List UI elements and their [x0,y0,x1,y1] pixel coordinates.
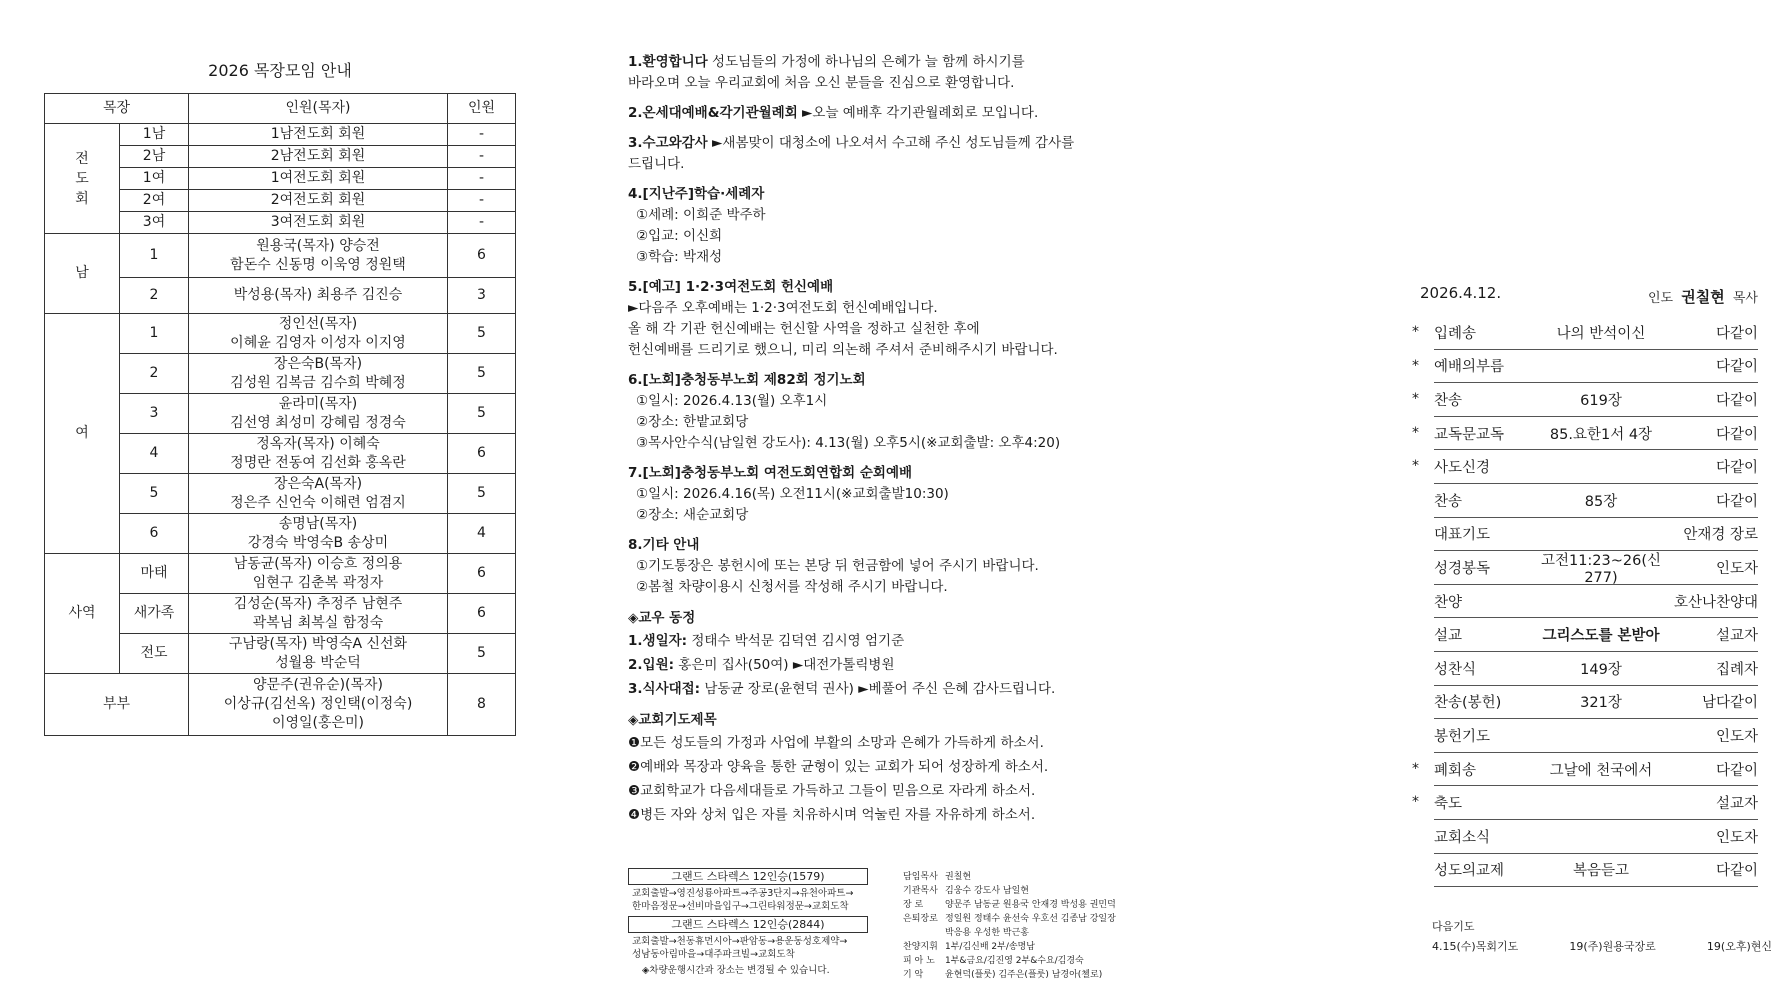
staff-names: 1부/김신배 2부/송명남 [945,942,1035,952]
announcement-heading [628,370,1128,391]
order-item: 폐회송 [1434,762,1477,779]
order-row [1412,820,1758,854]
member-line: 2여전도회 회원 [270,192,366,208]
staff-names: 1부&금요/김진영 2부&수요/김경숙 [945,956,1084,966]
group-members [189,168,448,190]
order-content: 고전11:23~26(신277) [1540,552,1662,586]
table-row [45,554,516,594]
news-text: 홍은미 집사(50여) ►대전가톨릭병원 [674,657,895,673]
member-line: 남동균(목자) 이승흐 정의용 [233,555,403,572]
announcement-line: ②입교: 이신희 [636,228,723,244]
member-line: 성월용 박순덕 [275,654,361,671]
news-text: 정태수 박석문 김덕연 김시영 엄기준 [687,633,905,649]
order-item: 예배의부름 [1434,359,1505,376]
order-item: 축도 [1434,796,1463,813]
subgroup-name: 3 [120,394,189,434]
member-count: 5 [448,634,516,674]
member-count: 8 [448,674,516,736]
leader-title: 목사 [1732,291,1758,306]
order-content: 85장 [1584,493,1618,510]
staff-row [903,898,1153,912]
order-row [1412,854,1758,888]
subgroup-name: 1 [120,314,189,354]
order-by: 다같이 [1715,392,1758,409]
standing-marker: * [1412,357,1419,374]
member-count: 6 [448,554,516,594]
order-row-content [1434,518,1758,552]
announcement-line: ►다음주 오후예배는 1·2·3여전도회 헌신예배입니다. [628,300,938,316]
announcement-item [628,184,1128,268]
order-by: 다같이 [1715,426,1758,443]
member-line: 김선영 최성미 강혜림 정경숙 [230,414,406,431]
table-row [45,674,516,736]
subgroup-name: 2 [120,354,189,394]
announcement-line: 헌신예배를 드리기로 했으니, 미리 의논해 주셔서 준비해주시기 바랍니다. [628,342,1058,358]
staff-row [903,968,1153,982]
order-row-content [1434,450,1758,484]
order-item: 사도신경 [1434,460,1491,477]
group-members [189,234,448,278]
order-content: 85.요한1서 4장 [1549,426,1653,443]
member-line: 정인선(목자) [278,315,358,332]
group-name [45,234,120,314]
standing-marker: * [1412,760,1419,777]
announcement-text: ►오늘 예배후 각기관월례회로 모입니다. [797,105,1039,121]
header-count: 인원 [448,94,516,124]
announcement-line: ①기도통장은 봉헌시에 또는 본당 뒤 헌금함에 넣어 주시기 바랍니다. [636,558,1039,574]
order-row [1412,316,1758,350]
staff-row [903,926,1153,940]
order-row [1412,585,1758,619]
news-label: 3.식사대접: [628,681,701,697]
group-name [45,124,120,234]
order-row [1412,618,1758,652]
subgroup-name: 5 [120,474,189,514]
group-name-label: 남 [75,265,89,281]
prayer-item: ❹병든 자와 상처 입은 자를 치유하시며 억눌린 자를 자유하게 하소서. [628,807,1036,823]
header-group: 목장 [45,94,189,124]
subgroup-name: 2여 [120,190,189,212]
announcement-line: ①일시: 2026.4.13(월) 오후1시 [636,393,828,409]
order-row-content [1434,585,1758,619]
news-label: 2.입원: [628,657,675,673]
group-members [189,554,448,594]
announcement-heading [628,463,1128,484]
standing-marker: * [1412,458,1419,475]
member-count: - [448,212,516,234]
order-by: 다같이 [1715,863,1758,880]
order-item: 성경봉독 [1434,560,1491,577]
order-row-content [1434,618,1758,652]
news-label: 1.생일자: [628,633,688,649]
group-members [189,212,448,234]
order-by: 안재경 장로 [1683,527,1758,544]
announcement-heading [628,184,1128,205]
group-members [189,314,448,354]
order-content: 그리스도를 본받아 [1542,628,1660,645]
member-line: 양문주(권유순)(목자) [252,677,384,693]
group-members [189,514,448,554]
bus-route-line: 한마음정문→선비마을입구→그린타워정문→교회도착 [632,901,849,912]
member-line: 강경숙 박영숙B 송상미 [247,534,389,551]
staff-row [903,940,1153,954]
member-count: - [448,190,516,212]
member-count: 6 [448,594,516,634]
announcement-line: ②장소: 한밭교회당 [636,414,749,430]
announcement-heading [628,103,1128,124]
announcement-title: 3.수고와감사 [628,135,708,151]
member-line: 함돈수 신동명 이욱영 정원택 [230,256,406,273]
service-date: 2026.4.12. [1420,284,1502,302]
member-line: 구남랑(목자) 박영숙A 신선화 [228,635,408,652]
bus-title: 그랜드 스타렉스 12인승(2844) [628,916,868,933]
bus-schedule [628,868,868,978]
group-members [189,394,448,434]
worship-order [1412,280,1758,887]
announcement-text: 성도님들의 가정에 하나님의 은혜가 늘 함께 하시기를 [707,54,1025,70]
order-by: 설교자 [1715,628,1758,645]
announcement-title: 8.기타 안내 [628,537,700,553]
group-name-label: 사역 [68,605,96,621]
order-content: 619장 [1580,392,1622,409]
table-row [45,234,516,278]
order-row-content [1434,316,1758,350]
order-list [1412,316,1758,887]
bus-list [628,868,868,961]
member-count: 5 [448,394,516,434]
order-row [1412,686,1758,720]
member-line: 1남전도회 회원 [270,126,366,142]
prayer-item: ❶모든 성도들의 가정과 사업에 부활의 소망과 은혜가 가득하게 하소서. [628,735,1044,751]
member-line: 김성순(목자) 추정주 남현주 [233,595,403,612]
order-row [1412,518,1758,552]
next-prayer [1432,918,1772,954]
order-row-content [1434,383,1758,417]
group-name [45,314,120,554]
order-item: 성도의교제 [1434,863,1505,880]
group-members [189,124,448,146]
subgroup-name: 새가족 [120,594,189,634]
announcement-line: 올 해 각 기관 헌신예배는 헌신할 사역을 정하고 실천한 후에 [628,321,980,337]
announcement-line: ③학습: 박재성 [636,249,723,265]
group-members [189,594,448,634]
bus-title: 그랜드 스타렉스 12인승(1579) [628,868,868,885]
order-row-content [1434,350,1758,384]
group-name-label: 전도회 [75,150,89,207]
member-line: 장은숙B(목자) [273,355,363,372]
order-content: 복음듣고 [1572,863,1630,880]
order-row-content [1434,854,1758,888]
group-section [44,58,516,736]
order-item: 찬송 [1434,493,1463,510]
staff-names: 정일원 정태수 윤선숙 우호선 김종남 강일장 [945,914,1116,924]
prayer-block [628,709,1128,827]
member-line: 박성용(목자) 최용주 김진승 [233,287,403,303]
announcement-title: 7.[노회]충청동부노회 여전도회연합회 순회예배 [628,465,913,481]
announcement-item [628,463,1128,526]
staff-list [903,870,1153,982]
group-members [189,474,448,514]
announcement-line: ③목사안수식(남일현 강도사): 4.13(월) 오후5시(※교회출발: 오후4:20) [636,435,1061,451]
announcement-item [628,52,1128,94]
prayer-item: ❷예배와 목장과 양육을 통한 균형이 있는 교회가 되어 성장하게 하소서. [628,759,1049,775]
member-line: 1여전도회 회원 [270,170,366,186]
order-row-content [1434,719,1758,753]
subgroup-name: 6 [120,514,189,554]
order-row [1412,719,1758,753]
order-content: 그날에 천국에서 [1549,762,1653,779]
standing-marker: * [1412,794,1419,811]
staff-names: 양문주 남동균 원용국 안재경 박성용 권민덕 [945,900,1116,910]
staff-role: 찬양지휘 [903,942,938,952]
news-title: ◈교우 동정 [628,610,696,626]
order-item: 찬송 [1434,392,1463,409]
group-members [189,674,448,736]
subgroup-name: 2 [120,278,189,314]
announcement-line: ①세례: 이희준 박주하 [636,207,766,223]
order-row [1412,450,1758,484]
next-prayer-label: 다음기도 [1432,920,1475,933]
member-count: 3 [448,278,516,314]
announcement-heading [628,535,1128,556]
group-table [44,93,516,736]
announcement-title: 5.[예고] 1·2·3여전도회 헌신예배 [628,279,834,295]
prayer-list [628,731,1128,827]
member-count: - [448,168,516,190]
group-members [189,190,448,212]
order-by: 설교자 [1715,796,1758,813]
bus-note: ◈차량운행시간과 장소는 변경될 수 있습니다. [642,965,830,976]
order-row [1412,484,1758,518]
group-name [45,554,120,674]
announcement-heading [628,133,1128,154]
order-row [1412,786,1758,820]
staff-row [903,912,1153,926]
member-count: 5 [448,314,516,354]
member-count: 6 [448,234,516,278]
staff-names: 김웅수 강도사 남일현 [945,886,1029,896]
leader-name: 권칠현 [1681,288,1725,306]
member-count: - [448,124,516,146]
member-line: 정옥자(목자) 이혜숙 [256,435,380,452]
staff-role: 은퇴장로 [903,914,938,924]
news-text: 남동균 장로(윤현덕 권사) ►베풀어 주신 은혜 감사드립니다. [700,681,1056,697]
member-count: - [448,146,516,168]
bus-route-line: 교회출발→천동휴먼시아→판암동→용운동성호제약→ [632,936,848,947]
next-prayer-item: 4.15(수)목회기도 [1432,940,1519,953]
announcement-line: 바라오며 오늘 우리교회에 처음 오신 분들을 진심으로 환영합니다. [628,75,1015,91]
staff-names: 권칠현 [945,872,972,882]
bus-route [628,887,868,913]
bus-route-line: 성남동아림마을→대주파크빌→교회도착 [632,949,795,960]
announcement-heading [628,52,1128,73]
member-line: 2남전도회 회원 [270,148,366,164]
couple-group-name: 부부 [45,674,189,736]
announcement-item [628,103,1128,124]
member-line: 원용국(목자) 양승전 [256,237,380,254]
member-line: 정명란 전동여 김선화 홍옥란 [230,454,406,471]
order-content: 나의 반석이신 [1556,325,1646,342]
member-line: 윤라미(목자) [278,395,358,412]
order-row-content [1434,417,1758,451]
order-item: 찬양 [1434,594,1463,611]
order-item: 대표기도 [1434,527,1491,544]
prayer-title: ◈교회기도제목 [628,712,717,728]
member-count: 5 [448,354,516,394]
announcement-line: ①일시: 2026.4.16(목) 오전11시(※교회출발10:30) [636,486,949,502]
subgroup-name: 1남 [120,124,189,146]
order-item: 성찬식 [1434,661,1477,678]
member-count: 6 [448,434,516,474]
member-line: 3여전도회 회원 [270,214,366,230]
prayer-item: ❸교회학교가 다음세대들로 가득하고 그들이 믿음으로 자라게 하소서. [628,783,1036,799]
subgroup-name: 2남 [120,146,189,168]
staff-names: 윤현덕(플룻) 김주은(플룻) 남경아(첼로) [945,970,1103,980]
announcement-line: 드립니다. [628,156,685,172]
order-row [1412,753,1758,787]
order-item: 교회소식 [1434,829,1491,846]
announcement-item [628,535,1128,598]
order-row [1412,551,1758,585]
order-by: 다같이 [1715,493,1758,510]
bus-route [628,935,868,961]
staff-role: 장 로 [903,900,924,910]
subgroup-name: 1 [120,234,189,278]
announcement-title: 6.[노회]충청동부노회 제82회 정기노회 [628,372,866,388]
next-prayer-items [1432,938,1772,954]
order-row-content [1434,652,1758,686]
table-row [45,314,516,354]
group-members [189,146,448,168]
announcement-heading [628,277,1128,298]
next-prayer-item: 19(오후)현신 [1706,940,1772,953]
order-row [1412,383,1758,417]
news-item [628,629,1128,653]
standing-marker: * [1412,391,1419,408]
staff-row [903,884,1153,898]
order-by: 집례자 [1715,661,1758,678]
member-count: 5 [448,474,516,514]
member-line: 곽복님 최복실 함정숙 [252,614,384,631]
order-item: 찬송(봉헌) [1434,695,1502,712]
member-line: 이영일(홍은미) [271,715,365,731]
bus-route-line: 교회출발→영진성룡아파트→주공3단지→유천아파트→ [632,888,854,899]
subgroup-name: 마태 [120,554,189,594]
order-row-content [1434,753,1758,787]
announcement-text: ►새봄맞이 대청소에 나오셔서 수고해 주신 성도님들께 감사를 [707,135,1075,151]
staff-row [903,954,1153,968]
announcement-item [628,370,1128,454]
staff-names: 박응용 우성한 박근홍 [945,928,1029,938]
order-by: 인도자 [1715,829,1758,846]
group-table-body [45,124,516,736]
news-item [628,653,1128,677]
standing-marker: * [1412,424,1419,441]
next-prayer-item: 19(주)원용국장로 [1569,940,1656,953]
announcements-section [628,52,1128,827]
staff-role [903,926,945,940]
table-row [45,124,516,146]
order-by: 인도자 [1715,560,1758,577]
staff-role: 기 악 [903,970,924,980]
leader-label: 인도 [1647,291,1674,306]
order-row-content [1434,820,1758,854]
subgroup-name: 1여 [120,168,189,190]
member-line: 이상규(김선옥) 정인택(이정숙) [223,696,413,712]
member-line: 이혜윤 김영자 이성자 이지영 [230,334,406,351]
announcement-item [628,277,1128,361]
member-line: 정은주 신언숙 이해련 엄겸지 [230,494,406,511]
worship-header [1412,280,1758,316]
order-content: 321장 [1580,695,1622,712]
order-by: 호산나찬양대 [1673,594,1758,611]
group-members [189,278,448,314]
announcement-title: 1.환영합니다 [628,54,708,70]
news-block [628,607,1128,701]
group-name-label: 여 [75,425,89,441]
announcement-line: ②장소: 새순교회당 [636,507,749,523]
service-leader [1648,286,1758,307]
order-row-content [1434,686,1758,720]
group-table-title: 2026 목장모임 안내 [208,61,352,80]
order-by: 남다같이 [1701,695,1758,712]
order-row-content [1434,551,1758,585]
header-members: 인원(목자) [189,94,448,124]
order-row [1412,417,1758,451]
order-by: 인도자 [1715,728,1758,745]
announcement-item [628,133,1128,175]
news-list [628,629,1128,701]
order-row-content [1434,484,1758,518]
staff-role: 담임목사 [903,872,938,882]
group-members [189,354,448,394]
order-item: 봉헌기도 [1434,728,1491,745]
staff-row [903,870,1153,884]
order-item: 설교 [1434,628,1463,645]
group-members [189,634,448,674]
staff-role: 피 아 노 [903,956,935,966]
order-by: 다같이 [1715,762,1758,779]
order-by: 다같이 [1715,359,1758,376]
group-members [189,434,448,474]
announcement-title: 2.온세대예배&각기관월례회 [628,105,798,121]
member-line: 송명남(목자) [278,515,358,532]
subgroup-name: 3여 [120,212,189,234]
announcement-line: ②봄철 차량이용시 신청서를 작성해 주시기 바랍니다. [636,579,948,595]
table-header-row [45,94,516,124]
order-item: 입례송 [1434,325,1477,342]
order-row [1412,350,1758,384]
order-by: 다같이 [1715,460,1758,477]
announcement-list [628,52,1128,598]
staff-role: 기관목사 [903,886,938,896]
order-content: 149장 [1580,661,1622,678]
member-line: 김성원 김복금 김수희 박혜정 [230,374,406,391]
subgroup-name: 전도 [120,634,189,674]
order-item: 교독문교독 [1434,426,1505,443]
member-count: 4 [448,514,516,554]
order-row [1412,652,1758,686]
order-row-content [1434,786,1758,820]
member-line: 장은숙A(목자) [273,475,363,492]
news-item [628,677,1128,701]
order-by: 다같이 [1715,325,1758,342]
standing-marker: * [1412,324,1419,340]
member-line: 임현구 김춘복 곽정자 [252,574,384,591]
subgroup-name: 4 [120,434,189,474]
announcement-title: 4.[지난주]학습·세례자 [628,186,765,202]
